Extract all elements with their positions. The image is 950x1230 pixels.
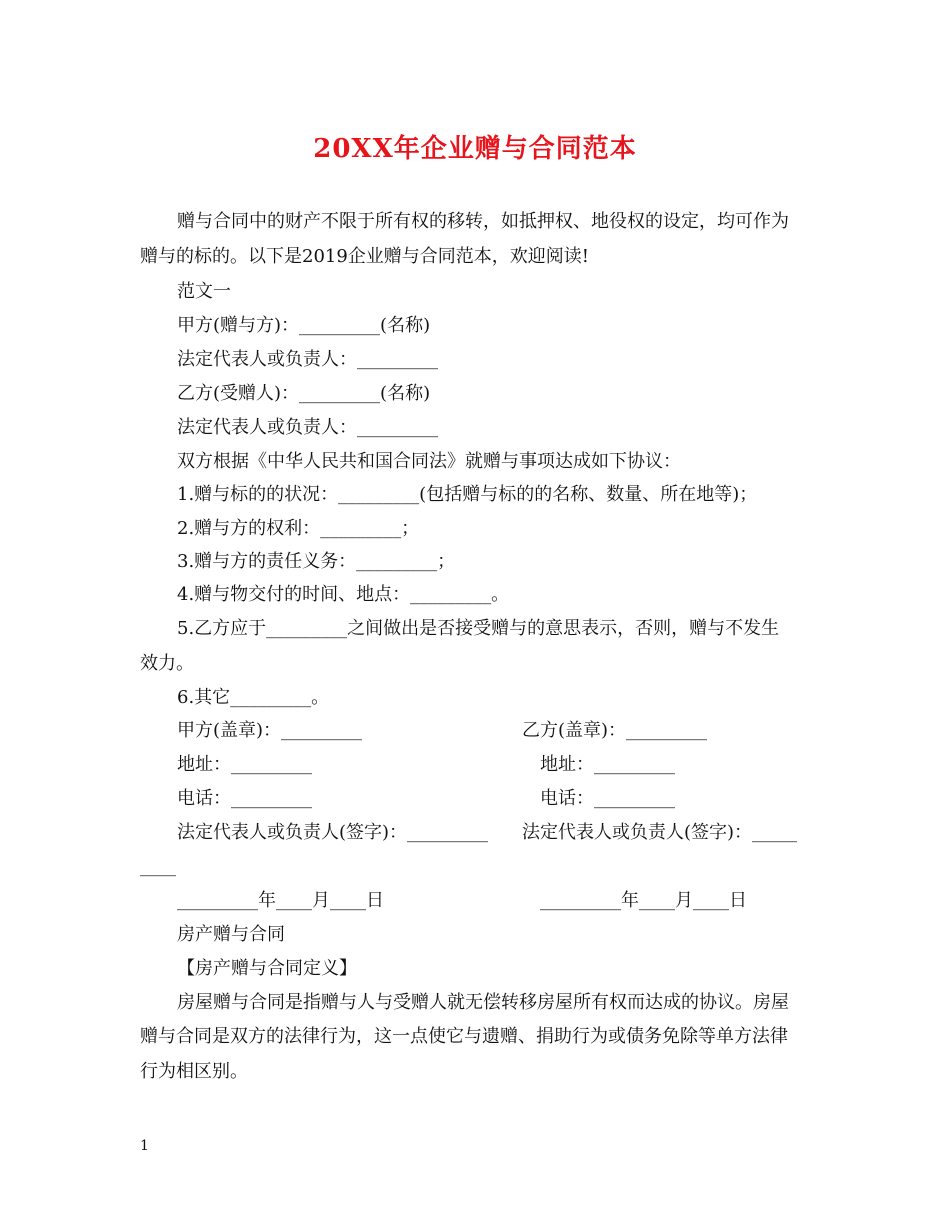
party-b-rep-sign: 法定代表人或负责人(签字)：_____ [522,822,798,843]
party-a-rep-line: 法定代表人或负责人：_________ [177,349,438,370]
intro-line-1: 赠与合同中的财产不限于所有权的移转，如抵押权、地役权的设定，均可作为 [177,211,789,232]
document-title: 20XX年企业赠与合同范本 [313,134,637,164]
party-a-rep-sign: 法定代表人或负责人(签字)：_________ [177,822,489,843]
clause-2: 2.赠与方的权利：_________； [177,518,420,539]
party-b-date: _________年____月____日 [540,890,747,911]
party-a-address: 地址：_________ [177,754,312,775]
party-b-rep-sign-cont: ____ [140,856,176,877]
definition-line-2: 赠与合同是双方的法律行为，这一点使它与遗赠、捐助行为或债务免除等单方法律 [140,1026,788,1047]
section-heading-2: 房产赠与合同 [177,924,285,945]
agreement-line: 双方根据《中华人民共和国合同法》就赠与事项达成如下协议： [177,451,681,472]
clause-1: 1.赠与标的的状况：_________(包括赠与标的的名称、数量、所在地等)； [177,484,758,505]
party-b-line: 乙方(受赠人)：_________(名称) [177,383,431,404]
party-b-phone: 电话：_________ [540,788,675,809]
party-b-seal: 乙方(盖章)：_________ [522,720,708,741]
party-a-date: _________年____月____日 [177,890,384,911]
page-number: 1 [140,1138,149,1154]
clause-6: 6.其它_________。 [177,687,330,708]
party-b-rep-line: 法定代表人或负责人：_________ [177,417,438,438]
clause-5: 5.乙方应于_________之间做出是否接受赠与的意思表示，否则，赠与不发生 [177,618,780,639]
party-a-phone: 电话：_________ [177,788,312,809]
clause-5-cont: 效力。 [140,653,194,674]
definition-line-1: 房屋赠与合同是指赠与人与受赠人就无偿转移房屋所有权而达成的协议。房屋 [177,992,789,1013]
party-b-address: 地址：_________ [540,754,675,775]
clause-3: 3.赠与方的责任义务：_________； [177,551,456,572]
definition-heading: 【房产赠与合同定义】 [177,958,357,979]
definition-line-3: 行为相区别。 [140,1061,248,1082]
party-a-line: 甲方(赠与方)：_________(名称) [177,315,431,336]
intro-line-2: 赠与的标的。以下是2019企业赠与合同范本，欢迎阅读! [140,246,590,267]
section-heading: 范文一 [177,281,231,302]
clause-4: 4.赠与物交付的时间、地点：_________。 [177,584,510,605]
party-a-seal: 甲方(盖章)：_________ [177,720,363,741]
